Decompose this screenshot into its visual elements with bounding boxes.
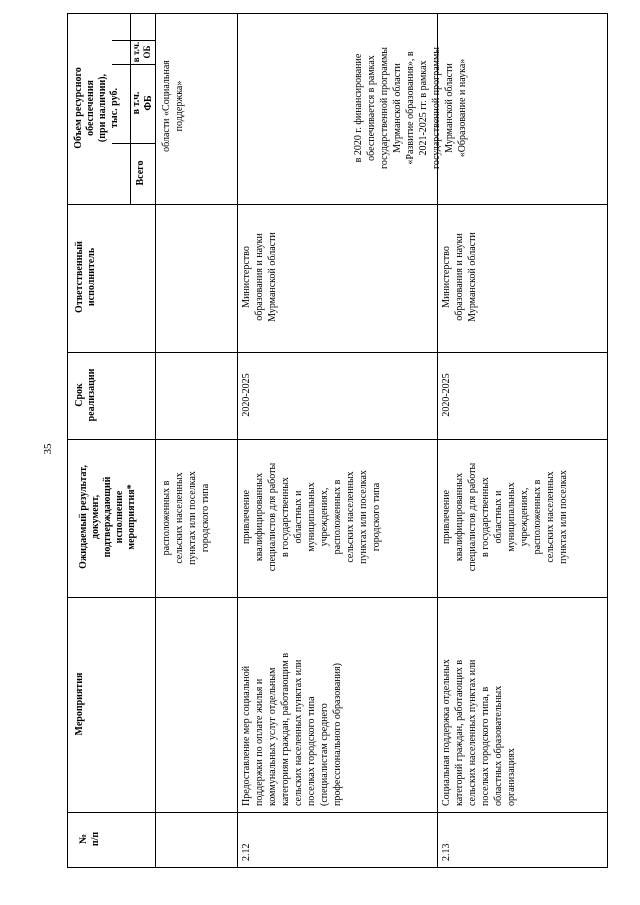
page-number: 35 — [42, 443, 54, 455]
row-2-12-term: 2020-2025 — [241, 373, 252, 417]
row-2-12-num: 2.12 — [241, 843, 252, 861]
row-2-12-executor: Министерство образования и науки Мурманской области — [241, 232, 278, 322]
header-activities: Мероприятия — [74, 672, 85, 736]
row-2-13-activity: Социальная поддержка отдельных категорий граждан, работающих в сельских населенных пунктах или поселках городского типа, в областных образовательных организациях — [441, 659, 517, 806]
row-2-13-executor: Министерство образования и науки Мурманской области — [441, 232, 478, 322]
continuation-funding: области «Социальная поддержка» — [161, 60, 185, 152]
row-2-12-activity: Предоставление мер социальной поддержки по оплате жилья и коммунальных услуг отдельным категориям граждан, работающим в сельских населенных пунктах или поселках городского типа (специалистам среднего профессионального образования) — [241, 652, 343, 806]
header-total: Всего — [135, 160, 146, 186]
row-2-13-term: 2020-2025 — [441, 373, 452, 417]
funding-note: в 2020 г. финансирование обеспечивается в рамках государственной программы Мурманской области «Развитие образования», в 2021-2025 гг. в рамках государственной программы Мурманской области «Образование и наука» — [353, 46, 468, 170]
header-fb: в т.ч. ФБ — [131, 91, 154, 115]
header-num: № п/п — [78, 831, 101, 847]
row-2-13-result: привлечение квалифицированных специалистов для работы в государственных областных и муниципальных учреждениях, расположенных в сельских населенных пунктах или поселках — [441, 462, 569, 572]
continuation-result: расположенных в сельских населенных пунктах или поселках городского типа — [161, 471, 211, 565]
header-resources: Объем ресурсного обеспечения (при наличии), тыс. руб. — [73, 67, 120, 149]
header-result: Ожидаемый результат, документ, подтверждающий исполнение мероприятия* — [78, 465, 137, 569]
row-2-13-num: 2.13 — [441, 843, 452, 861]
header-ob: в т.ч. ОБ — [131, 41, 152, 63]
row-2-12-result: привлечение квалифицированных специалистов для работы в государственных областных и муниципальных учреждениях, расположенных в сельских населенных пунктах или поселках городского типа — [241, 462, 382, 572]
header-term: Срок реализации — [74, 368, 97, 422]
header-executor: Ответственный исполнитель — [74, 241, 97, 313]
